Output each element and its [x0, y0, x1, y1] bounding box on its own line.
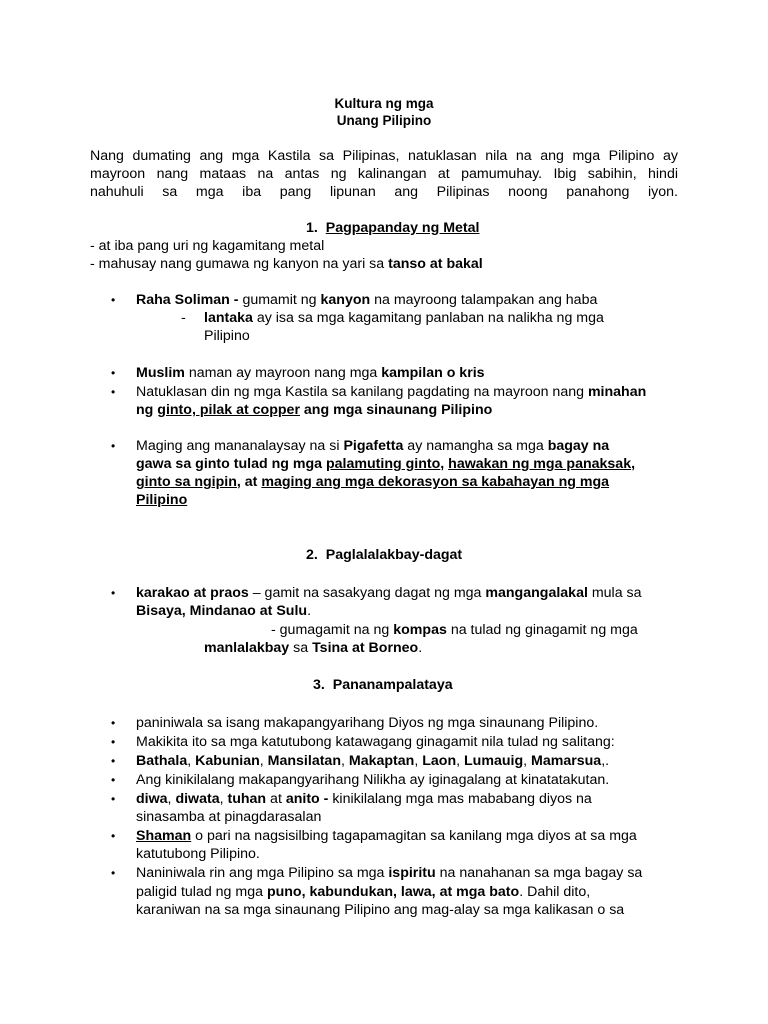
sep: ,: [187, 753, 196, 769]
bullet-pigafetta-line3: [136, 474, 609, 491]
text: gawa sa ginto tulad ng mga: [136, 456, 326, 472]
sub-dash: -: [181, 310, 186, 326]
sep: ,: [219, 791, 228, 807]
text: . Dahil dito,: [519, 884, 591, 900]
diwa-term: diwa: [136, 791, 168, 807]
bullet-icon: •: [111, 792, 116, 806]
bullet-ispiritu: [136, 865, 642, 882]
bullet-natuklasan-cont: [136, 402, 492, 419]
section-2-number: 2.: [306, 547, 318, 563]
document-title-line1: Kultura ng mga: [334, 96, 434, 111]
text: .: [307, 603, 312, 619]
metals-term: ginto, pilak at copper: [157, 402, 300, 418]
bullet-icon: •: [111, 385, 116, 399]
bullet-pigafetta-line2: [136, 456, 635, 473]
bullet-ispiritu-line3: karaniwan na sa mga sinaunang Pilipino ang mag-alay sa mga kalikasan o sa: [136, 902, 625, 918]
muslim-term: Muslim: [136, 365, 185, 381]
text: sa: [289, 640, 313, 656]
bullet-pigafetta-line4: [136, 492, 187, 509]
karakao-term: karakao at praos: [136, 585, 249, 601]
bullet-makikita: Makikita ito sa mga katutubong katawagang ginagamit nila tulad ng salitang:: [136, 734, 615, 750]
dekorasyon-term: maging ang mga dekorasyon sa kabahayan ng mga: [261, 474, 610, 490]
text: o pari na nagsisilbing tagapamagitan sa kanilang mga diyos at sa mga: [191, 828, 637, 844]
text: ,: [440, 456, 449, 472]
bullet-paniniwala: paniniwala sa isang makapangyarihang Diyos ng mga sinaunang Pilipino.: [136, 715, 599, 731]
text: ang mga sinaunang Pilipino: [299, 402, 493, 418]
places-term: Bisaya, Mindanao at Sulu: [136, 603, 308, 619]
text: ay isa sa mga kagamitang panlaban na nalikha ng mga: [252, 310, 604, 326]
shaman-term: Shaman: [136, 828, 192, 844]
bullet-icon: •: [111, 773, 116, 787]
minahan-term: minahan: [587, 384, 647, 400]
intro-line-3: nahuhuli sa mga iba pang lipunan ang Pilipinas noong panahong iyon.: [90, 184, 678, 200]
section-3-heading: [313, 677, 453, 694]
text: Maging ang mananalaysay na si: [136, 438, 344, 454]
text: na nanahanan sa mga bagay sa: [435, 865, 643, 881]
kompas-term: kompas: [393, 622, 447, 638]
bullet-icon: •: [111, 866, 116, 880]
bullet-shaman: [136, 828, 637, 845]
kampilan-term: kampilan o kris: [381, 365, 485, 381]
text: - gumagamit na ng: [271, 622, 394, 638]
bullet-natuklasan: [136, 384, 646, 401]
section-1-dash-1: - at iba pang uri ng kagamitang metal: [90, 238, 325, 254]
bullet-karakao-cont: [136, 603, 311, 620]
diwata-term: diwata: [175, 791, 220, 807]
sub-lantaka-cont: Pilipino: [204, 328, 250, 344]
section-1-number: 1.: [306, 220, 318, 236]
text: ,: [631, 456, 636, 472]
palamuting-term: palamuting ginto: [325, 456, 441, 472]
laon-term: Laon: [422, 753, 457, 769]
bullet-ispiritu-line2: [136, 884, 590, 901]
bullet-deities: [136, 753, 609, 770]
text: Naniniwala rin ang mga Pilipino sa mga: [136, 865, 389, 881]
sep: ,: [523, 753, 532, 769]
makaptan-term: Makaptan: [348, 753, 415, 769]
sub-kompas: [271, 622, 638, 639]
text: na mayroong talampakan ang haba: [370, 292, 598, 308]
bullet-diwa-cont: sinasamba at pinagdarasalan: [136, 809, 322, 825]
section-3-title: Pananampalataya: [332, 677, 453, 693]
manlalakbay-term: manlalakbay: [204, 640, 290, 656]
text: ay namangha sa mga: [403, 438, 548, 454]
pilipino-term: Pilipino: [136, 492, 188, 508]
mansilatan-term: Mansilatan: [267, 753, 341, 769]
dash-2-bold: tanso at bakal: [388, 256, 483, 272]
nature-term: puno, kabundukan, lawa, at mga bato: [266, 884, 520, 900]
sep: ,: [456, 753, 464, 769]
bathala-term: Bathala: [136, 753, 188, 769]
sep: ,: [341, 753, 349, 769]
text: naman ay mayroon nang mga: [184, 365, 382, 381]
intro-line-2: mayroon nang mataas na antas ng kalinangan at pamumuhay. Ibig sabihin, hindi: [90, 166, 678, 182]
bullet-muslim: [136, 365, 485, 382]
sep: ,: [167, 791, 176, 807]
bullet-diwa: [136, 791, 592, 808]
lantaka-term: lantaka: [204, 310, 253, 326]
document-title-line2: Unang Pilipino: [336, 113, 432, 128]
mangangalakal-term: mangangalakal: [485, 585, 588, 601]
dash-2-text: - mahusay nang gumawa ng kanyon na yari sa: [90, 256, 389, 272]
text: mula sa: [587, 585, 642, 601]
kanyon-term: kanyon: [320, 292, 371, 308]
hawakan-term: hawakan ng mga panaksak: [448, 456, 632, 472]
bullet-icon: •: [111, 829, 116, 843]
bullet-karakao: [136, 585, 642, 602]
section-2-heading: [306, 547, 462, 564]
kabunian-term: Kabunian: [195, 753, 260, 769]
raha-soliman-label: Raha Soliman -: [136, 292, 243, 308]
tuhan-term: tuhan: [227, 791, 267, 807]
bullet-icon: •: [111, 716, 116, 730]
tsina-borneo-term: Tsina at Borneo: [312, 640, 419, 656]
bullet-kinikilala: Ang kinikilalang makapangyarihang Nilikha ay iginagalang at kinatatakutan.: [136, 772, 610, 788]
sep: at: [266, 791, 286, 807]
section-2-title: Paglalalakbay-dagat: [325, 547, 463, 563]
intro-line-1: Nang dumating ang mga Kastila sa Pilipinas, natuklasan nila na ang mga Pilipino ay: [90, 148, 678, 164]
bagay-term: bagay na: [547, 438, 610, 454]
text: na tulad ng ginagamit ng mga: [446, 622, 638, 638]
text: , at: [236, 474, 262, 490]
anito-term: anito -: [285, 791, 333, 807]
bullet-shaman-cont: katutubong Pilipino.: [136, 846, 260, 862]
lumauig-term: Lumauig: [464, 753, 524, 769]
text: gumamit ng: [242, 292, 321, 308]
section-3-number: 3.: [313, 677, 325, 693]
text: Natuklasan din ng mga Kastila sa kanilang pagdating na mayroon nang: [136, 384, 588, 400]
bullet-raha-soliman: [136, 292, 597, 309]
bullet-icon: •: [111, 439, 116, 453]
sep: ,: [259, 753, 268, 769]
sep: ,: [414, 753, 423, 769]
text: paligid tulad ng mga: [136, 884, 267, 900]
ginto-ngipin-term: ginto sa ngipin: [136, 474, 237, 490]
bullet-icon: •: [111, 293, 116, 307]
section-1-heading: [306, 220, 479, 237]
ispiritu-term: ispiritu: [388, 865, 436, 881]
text: kinikilalang mga mas mababang diyos na: [332, 791, 592, 807]
sep: ,.: [601, 753, 610, 769]
text: ng: [136, 402, 158, 418]
bullet-icon: •: [111, 754, 116, 768]
bullet-icon: •: [111, 586, 116, 600]
mamarsua-term: Mamarsua: [531, 753, 602, 769]
text: – gamit na sasakyang dagat ng mga: [248, 585, 486, 601]
bullet-icon: •: [111, 735, 116, 749]
sub-kompas-cont: [204, 640, 422, 657]
text: .: [418, 640, 423, 656]
pigafetta-term: Pigafetta: [343, 438, 404, 454]
bullet-pigafetta: [136, 438, 609, 455]
section-1-title: Pagpapanday ng Metal: [325, 220, 480, 236]
bullet-icon: •: [111, 366, 116, 380]
section-1-dash-2: [90, 256, 483, 273]
sub-lantaka: [204, 310, 604, 327]
